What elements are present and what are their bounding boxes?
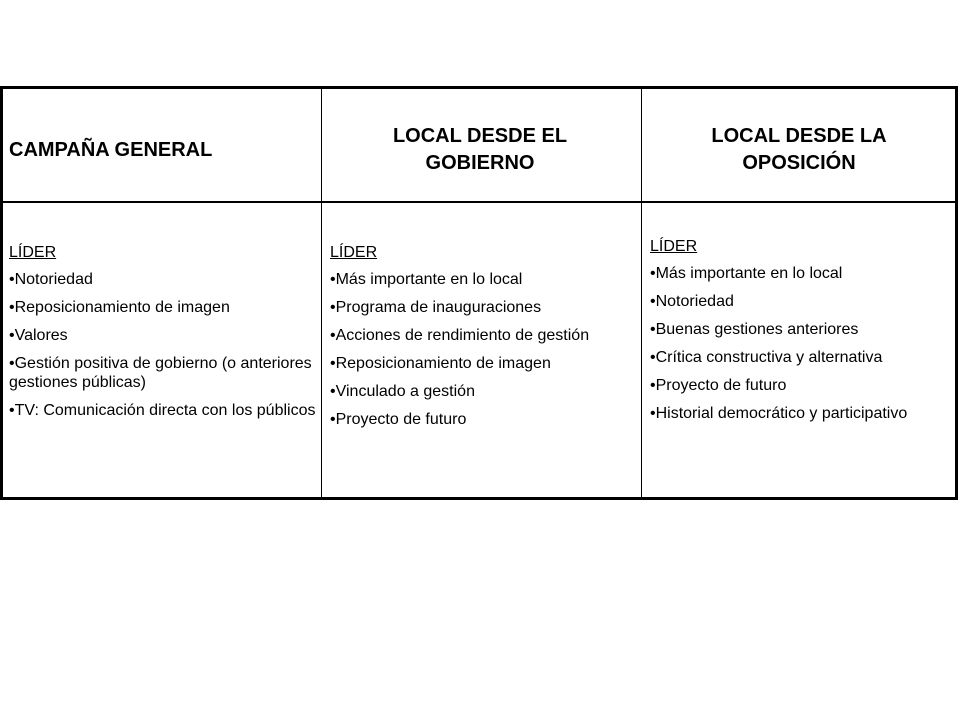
list-item: •Valores <box>9 327 68 344</box>
list-item: •Buenas gestiones anteriores <box>650 321 859 338</box>
header-divider <box>3 201 955 203</box>
cell-campana-general <box>9 243 319 429</box>
header-local-gobierno: LOCAL DESDE EL GOBIERNO <box>392 125 568 174</box>
list-item: •Gestión positiva de gobierno (o anteriores gestiones públicas) <box>9 355 312 391</box>
list-item: •Historial democrático y participativo <box>650 405 908 422</box>
lider-label: LÍDER <box>650 238 698 255</box>
cell-local-oposicion <box>650 237 955 432</box>
list-item: •Reposicionamiento de imagen <box>9 299 230 316</box>
list-item: •Acciones de rendimiento de gestión <box>330 327 590 344</box>
list-item: •Programa de inauguraciones <box>330 299 542 316</box>
list-item: •Reposicionamiento de imagen <box>330 355 551 372</box>
list-item: •Proyecto de futuro <box>330 411 467 428</box>
list-item: •Más importante en lo local <box>650 265 843 282</box>
list-item: •Vinculado a gestión <box>330 383 475 400</box>
header-campana-general: CAMPAÑA GENERAL <box>9 138 213 161</box>
list-item: •Notoriedad <box>9 271 93 288</box>
list-item: •Crítica constructiva y alternativa <box>650 349 883 366</box>
list-item: •TV: Comunicación directa con los públicos <box>9 402 316 419</box>
lider-label: LÍDER <box>330 244 378 261</box>
cell-local-gobierno <box>330 243 638 438</box>
header-local-oposicion: LOCAL DESDE LA OPOSICIÓN <box>711 125 887 174</box>
list-item: •Más importante en lo local <box>330 271 523 288</box>
list-item: •Proyecto de futuro <box>650 377 787 394</box>
list-item: •Notoriedad <box>650 293 734 310</box>
lider-label: LÍDER <box>9 244 57 261</box>
comparison-table <box>0 86 958 500</box>
